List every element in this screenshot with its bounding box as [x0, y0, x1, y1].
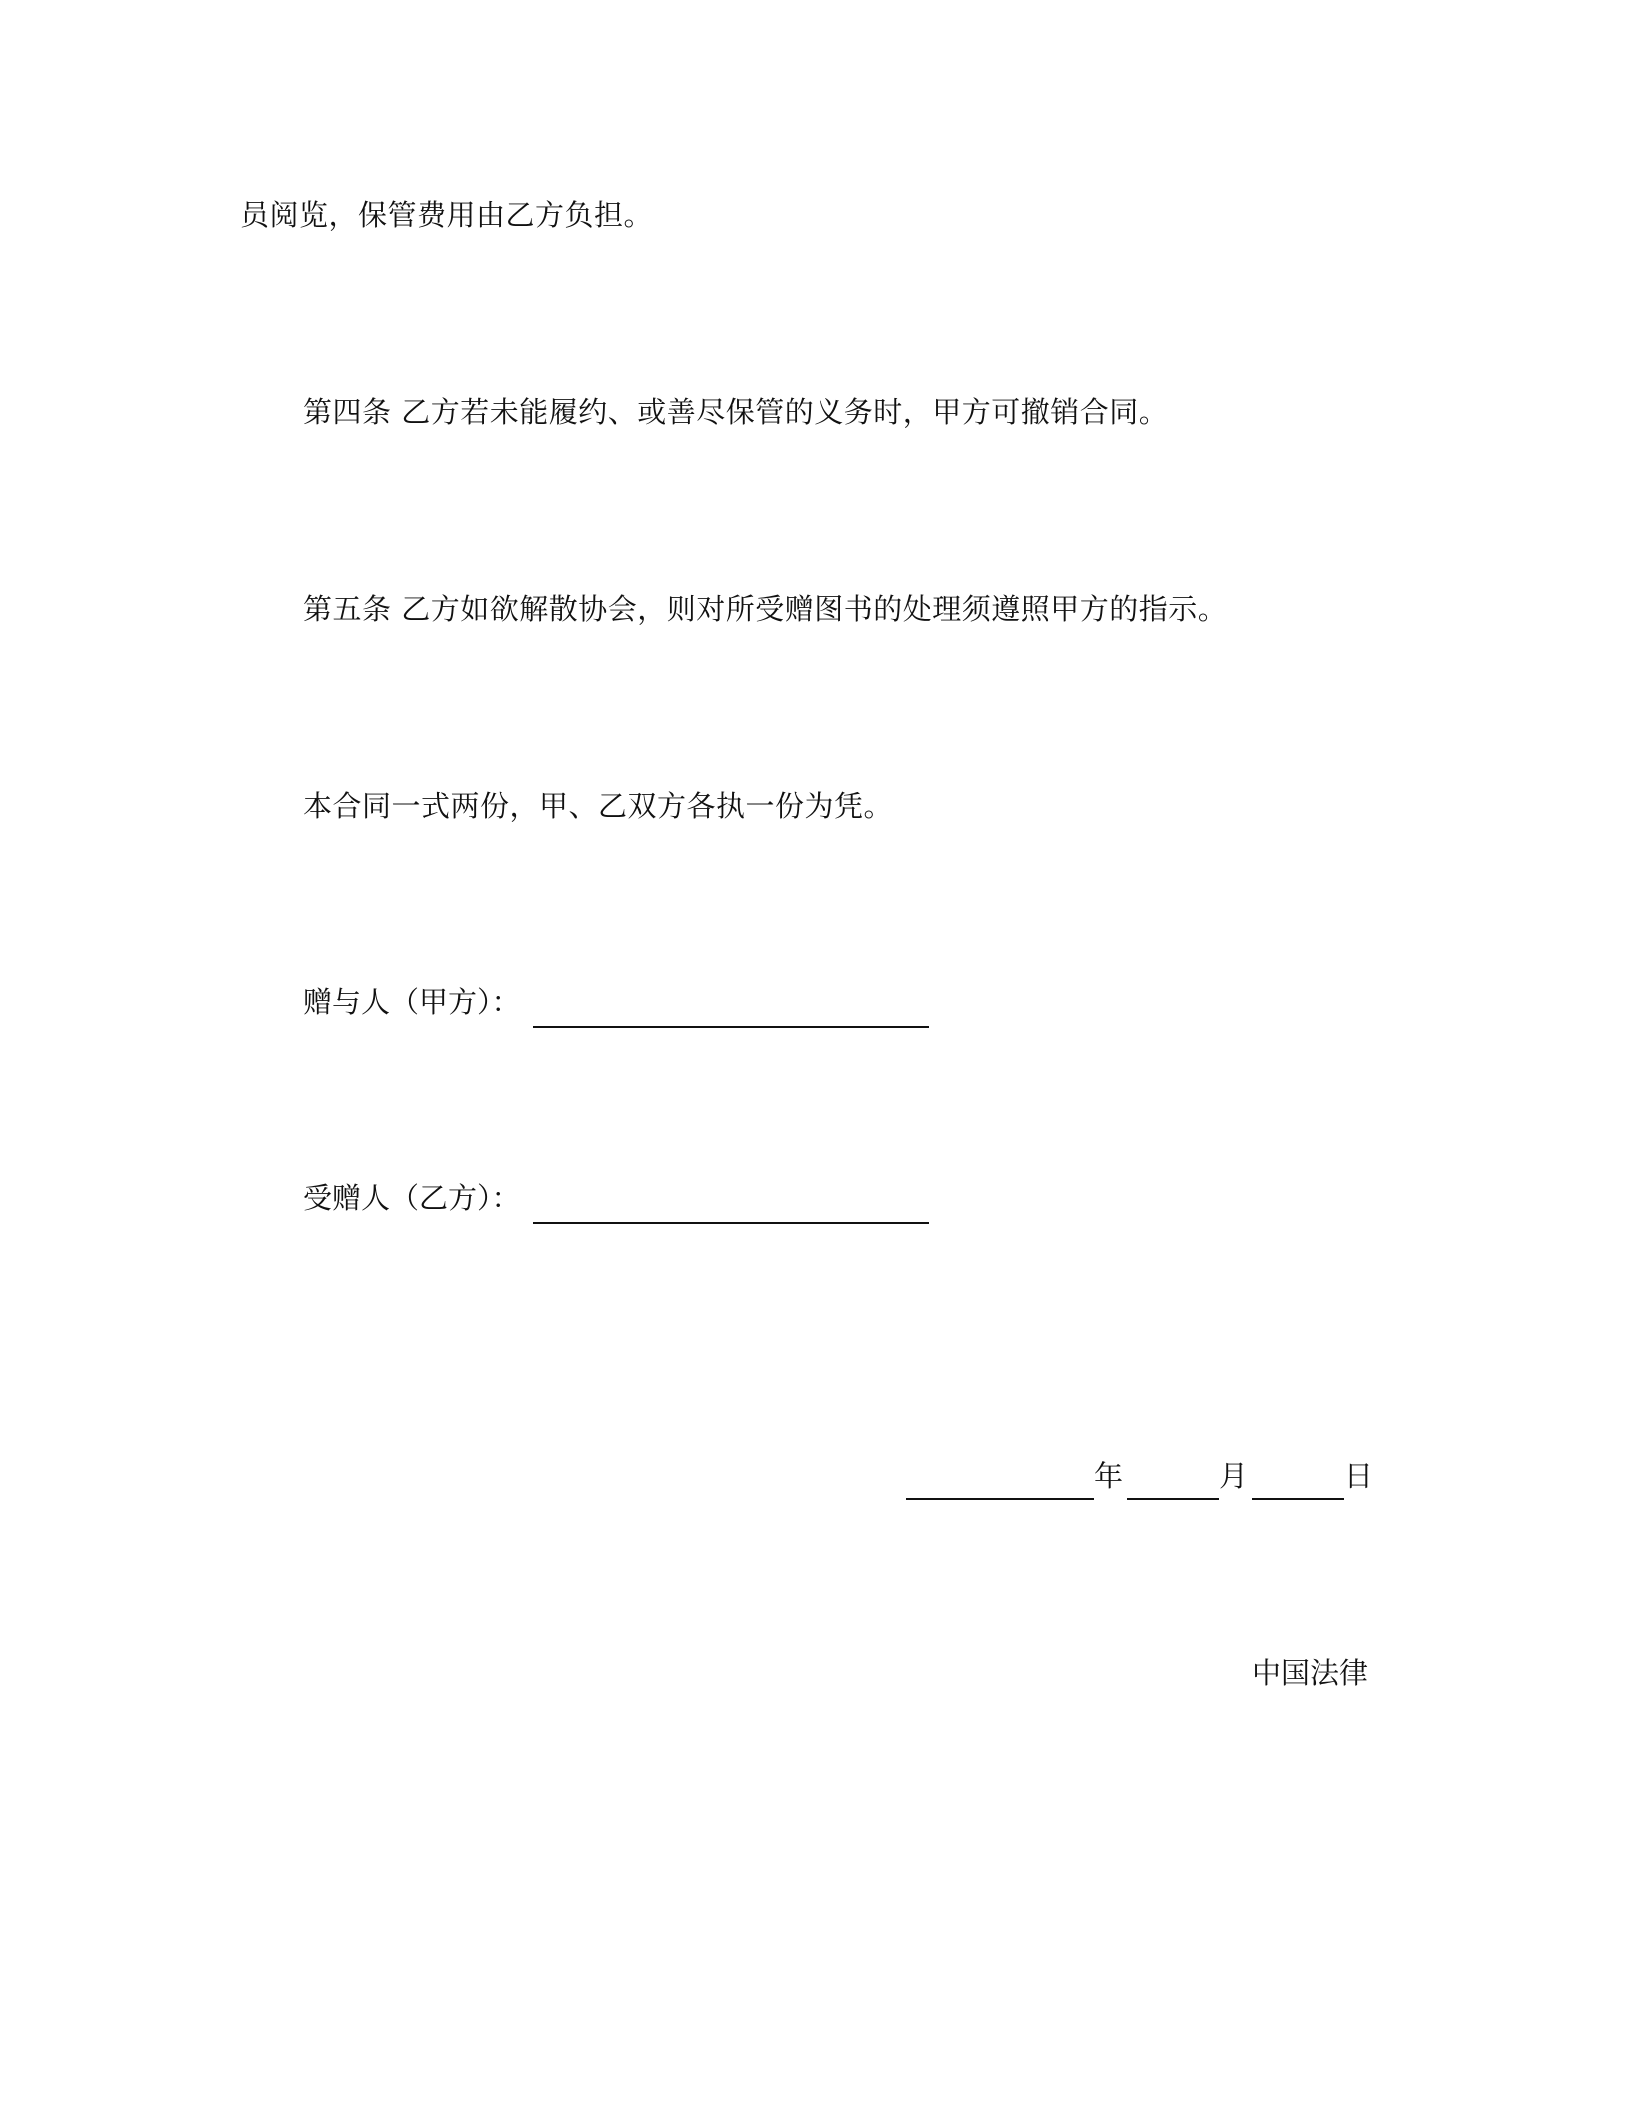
recipient-signature-line	[533, 1184, 929, 1224]
footer-source: 中国法律	[1252, 1656, 1369, 1690]
date-row	[906, 1456, 1373, 1496]
paragraph-copies-clause: 本合同一式两份，甲、乙双方各执一份为凭。	[303, 789, 894, 823]
recipient-signature-label: 受赠人（乙方）：	[303, 1181, 521, 1215]
paragraph-article-4: 第四条 乙方若未能履约、或善尽保管的义务时，甲方可撤销合同。	[303, 395, 1169, 429]
month-blank	[1127, 1460, 1219, 1500]
recipient-signature-row	[303, 1178, 929, 1218]
donor-signature-line	[533, 988, 929, 1028]
donor-signature-label: 赠与人（甲方）：	[303, 985, 521, 1019]
paragraph-article-5: 第五条 乙方如欲解散协会，则对所受赠图书的处理须遵照甲方的指示。	[303, 592, 1228, 626]
month-label: 月	[1219, 1459, 1249, 1493]
year-label: 年	[1094, 1459, 1124, 1493]
paragraph-continuation: 员阅览，保管费用由乙方负担。	[240, 198, 654, 232]
day-label: 日	[1344, 1459, 1374, 1493]
year-blank	[906, 1460, 1094, 1500]
day-blank	[1252, 1460, 1344, 1500]
donor-signature-row	[303, 982, 929, 1022]
